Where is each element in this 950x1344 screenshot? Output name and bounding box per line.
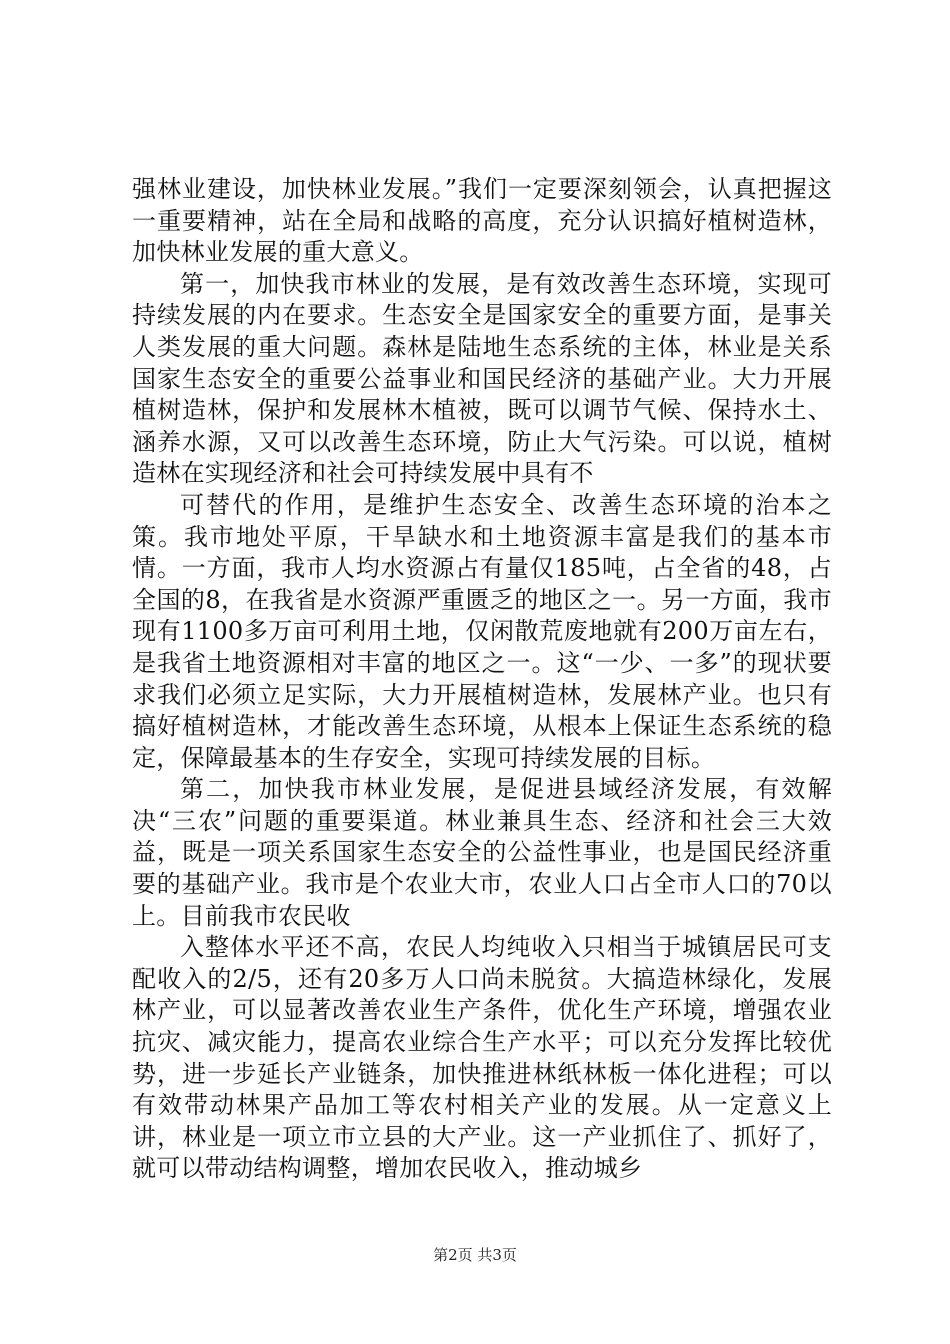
document-body bbox=[132, 174, 832, 1185]
paragraph-second-point: 第二，加快我市林业发展，是促进县域经济发展，有效解决“三农”问题的重要渠道。林业兼具生态、经济和社会三大效益，既是一项关系国家生态安全的公益性事业，也是国民经济重要的基础产业。我市是个农业大市，农业人口占全市人口的70以上。目前我市农民收 bbox=[132, 775, 832, 930]
paragraph-farmer-income: 入整体水平还不高，农民人均纯收入只相当于城镇居民可支配收入的2/5，还有20多万人口尚未脱贫。大搞造林绿化，发展林产业，可以显著改善农业生产条件，优化生产环境，增强农业抗灾、减灾能力，提高农业综合生产水平；可以充分发挥比较优势，进一步延长产业链条，加快推进林纸林板一体化进程；可以有效带动林果产品加工等农村相关产业的发展。从一定意义上讲，林业是一项立市立县的大产业。这一产业抓住了、抓好了，就可以带动结构调整，增加农民收入，推动城乡 bbox=[132, 933, 832, 1183]
paragraph-water-land-resources: 可替代的作用，是维护生态安全、改善生态环境的治本之策。我市地处平原，干旱缺水和土地资源丰富是我们的基本市情。一方面，我市人均水资源占有量仅185吨，占全省的48，占全国的8，在我省是水资源严重匮乏的地区之一。另一方面，我市现有1100多万亩可利用土地，仅闲散荒废地就有200万亩左右，是我省土地资源相对丰富的地区之一。这“一少、一多”的现状要求我们必须立足实际，大力开展植树造林，发展林产业。也只有搞好植树造林，才能改善生态环境，从根本上保证生态系统的稳定，保障最基本的生存安全，实现可持续发展的目标。 bbox=[132, 490, 832, 772]
page-number-footer: 第2页 共3页 bbox=[433, 1246, 517, 1264]
paragraph-continuation: 强林业建设，加快林业发展。”我们一定要深刻领会，认真把握这一重要精神，站在全局和战略的高度，充分认识搞好植树造林，加快林业发展的重大意义。 bbox=[132, 175, 832, 267]
paragraph-first-point: 第一，加快我市林业的发展，是有效改善生态环境，实现可持续发展的内在要求。生态安全是国家安全的重要方面，是事关人类发展的重大问题。森林是陆地生态系统的主体，林业是关系国家生态安全的重要公益事业和国民经济的基础产业。大力开展植树造林，保护和发展林木植被，既可以调节气候、保持水土、涵养水源，又可以改善生态环境，防止大气污染。可以说，植树造林在实现经济和社会可持续发展中具有不 bbox=[132, 269, 832, 488]
